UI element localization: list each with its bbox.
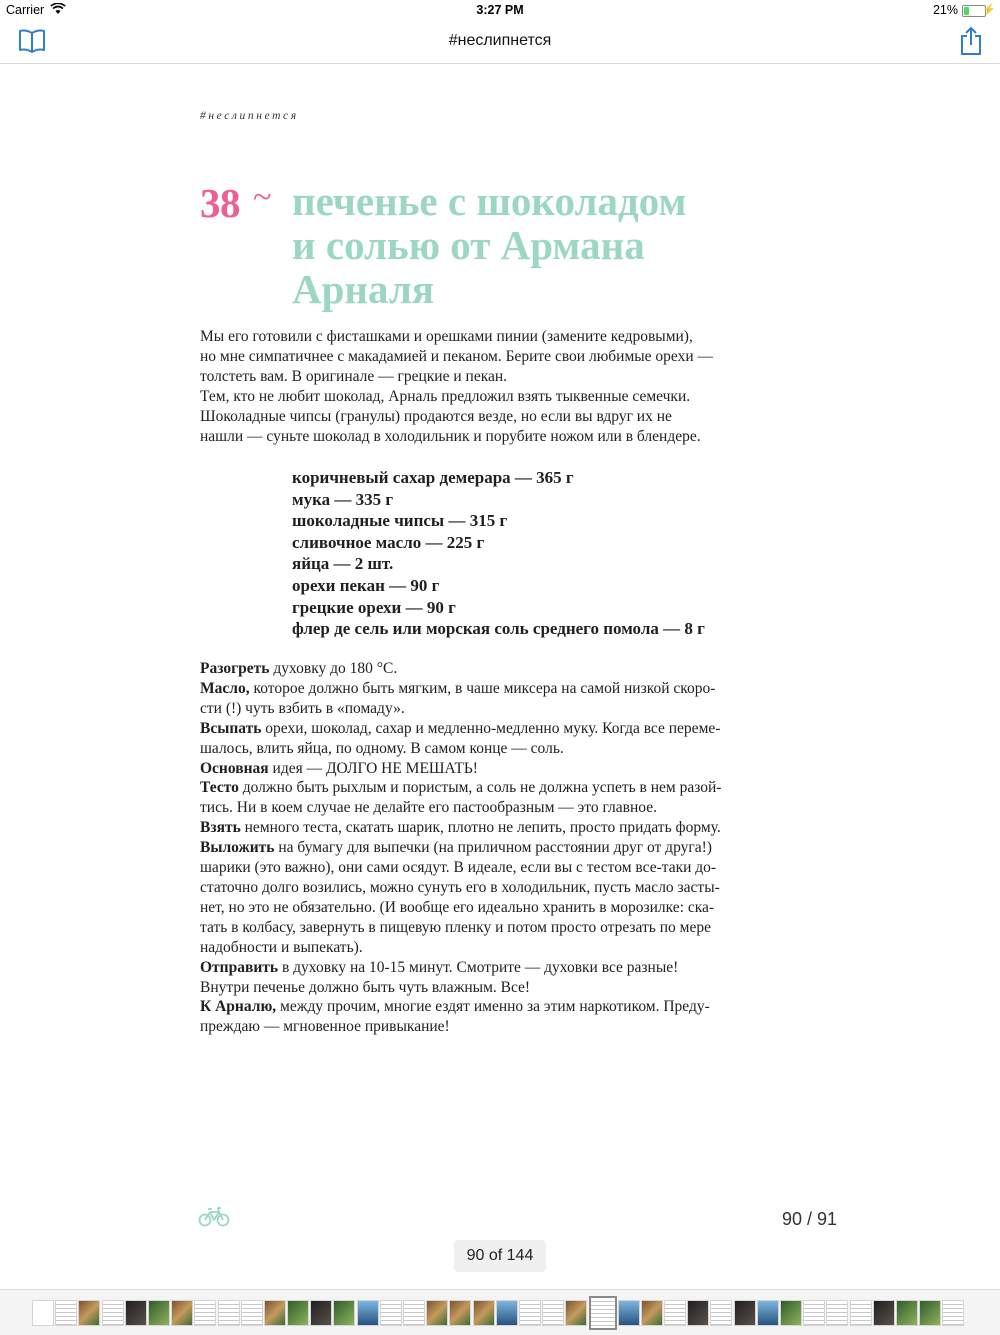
thumbnail[interactable] <box>32 1300 54 1326</box>
thumbnail[interactable] <box>449 1300 471 1326</box>
intro-line: Мы его готовили с фисташками и орешками пинии (замените кедровыми), <box>200 328 693 345</box>
thumbnail-strip[interactable] <box>32 1300 964 1326</box>
thumbnail[interactable] <box>380 1300 402 1326</box>
page-counter: 90 of 144 <box>454 1240 546 1272</box>
step-line <box>200 659 840 679</box>
step-keyword: Выложить <box>200 839 275 857</box>
thumbnail[interactable] <box>241 1300 263 1326</box>
thumbnail[interactable] <box>565 1300 587 1326</box>
charging-icon: ⚡ <box>982 4 996 16</box>
page-kicker: #неслипнется <box>200 110 299 122</box>
battery-fill <box>964 7 969 15</box>
ingredient-item: грецкие орехи — 90 г <box>292 597 456 617</box>
thumbnail[interactable] <box>194 1300 216 1326</box>
thumbnail[interactable] <box>357 1300 379 1326</box>
intro-text <box>200 327 840 447</box>
step-line <box>200 838 840 858</box>
step-line <box>200 739 840 759</box>
thumbnail[interactable] <box>710 1300 732 1326</box>
ingredient-item: яйца — 2 шт. <box>292 554 394 574</box>
battery-percent: 21% <box>932 3 958 17</box>
step-text: духовку до 180 °С. <box>269 660 398 677</box>
intro-line: нашли — суньте шоколад в холодильник и порубите ножом или в блендере. <box>200 428 701 445</box>
thumbnail[interactable] <box>473 1300 495 1326</box>
step-line <box>200 997 840 1017</box>
title-line: и солью от Армана <box>292 222 645 268</box>
nav-bar <box>0 22 1000 64</box>
step-line <box>200 778 840 798</box>
step-text: немного теста, скатать шарик, плотно не лепить, просто придать форму. <box>240 819 721 837</box>
step-line <box>200 719 840 739</box>
step-text: тись. Ни в коем случае не делайте его пастообразным — это главное. <box>200 799 657 817</box>
intro-line: Шоколадные чипсы (гранулы) продаются везде, но если вы вдруг их не <box>200 408 672 425</box>
ingredient-item: флер де сель или морская соль среднего помола — 8 г <box>292 619 705 639</box>
thumbnail[interactable] <box>780 1300 802 1326</box>
title-line: печенье с шоколадом <box>292 178 687 224</box>
step-keyword: Отправить <box>200 958 279 976</box>
thumbnail[interactable] <box>734 1300 756 1326</box>
share-icon[interactable] <box>960 26 982 61</box>
step-text: шалось, влить яйца, по одному. В самом конце — соль. <box>200 739 564 757</box>
ingredient-item: орехи пекан — 90 г <box>292 575 440 595</box>
thumbnail[interactable] <box>403 1300 425 1326</box>
step-line <box>200 798 840 818</box>
step-line <box>200 759 840 779</box>
thumbnail[interactable] <box>873 1300 895 1326</box>
thumbnail[interactable] <box>664 1300 686 1326</box>
thumbnail[interactable] <box>618 1300 640 1326</box>
thumbnail[interactable] <box>896 1300 918 1326</box>
thumbnail[interactable] <box>542 1300 564 1326</box>
ingredients-list <box>292 467 852 640</box>
step-line <box>200 679 840 699</box>
thumbnail[interactable] <box>426 1300 448 1326</box>
step-keyword: К Арналю, <box>200 998 277 1016</box>
intro-line: Тем, кто не любит шоколад, Арналь предложил взять тыквенные семечки. <box>200 388 691 405</box>
ingredient-item: шоколадные чипсы — 315 г <box>292 511 508 531</box>
step-keyword: Взять <box>200 819 241 837</box>
step-line <box>200 978 840 998</box>
thumbnail[interactable] <box>496 1300 518 1326</box>
recipe-number: 38 <box>200 180 240 226</box>
thumbnail[interactable] <box>850 1300 872 1326</box>
thumbnail[interactable] <box>333 1300 355 1326</box>
step-keyword: Всыпать <box>200 719 262 737</box>
step-text: идея — ДОЛГО НЕ МЕШАТЬ! <box>268 759 478 777</box>
step-text: преждаю — мгновенное привыкание! <box>200 1018 450 1036</box>
step-keyword: Масло, <box>200 679 250 697</box>
thumbnail[interactable] <box>264 1300 286 1326</box>
thumbnail[interactable] <box>919 1300 941 1326</box>
thumbnail[interactable] <box>687 1300 709 1326</box>
step-text: должно быть рыхлым и пористым, а соль не должна успеть в нем разой- <box>238 779 722 797</box>
nav-title: #неслипнется <box>448 32 552 49</box>
step-keyword: Тесто <box>200 779 239 797</box>
step-line <box>200 898 840 918</box>
thumbnail-current[interactable] <box>589 1296 617 1330</box>
ingredient-item: мука — 335 г <box>292 489 394 509</box>
step-line <box>200 818 840 838</box>
step-text: орехи, шоколад, сахар и медленно-медленно муку. Когда все переме- <box>261 719 721 737</box>
thumbnail[interactable] <box>78 1300 100 1326</box>
thumbnail[interactable] <box>55 1300 77 1326</box>
step-line <box>200 938 840 958</box>
ingredient-item: коричневый сахар демерара — 365 г <box>292 468 574 487</box>
step-text: шарики (это важно), они сами осядут. В идеале, если вы с тестом все-таки до- <box>200 859 717 877</box>
step-line <box>200 699 840 719</box>
thumbnail[interactable] <box>942 1300 964 1326</box>
recipe-steps <box>200 659 840 1037</box>
ingredient-item: сливочное масло — 225 г <box>292 532 485 552</box>
step-text: на бумагу для выпечки (на приличном расстоянии друг от друга!) <box>274 839 712 857</box>
page-number: 90 / 91 <box>782 1209 838 1229</box>
thumbnail[interactable] <box>310 1300 332 1326</box>
step-text: тать в колбасу, завернуть в пищевую пленку и потом просто отрезать по мере <box>200 918 711 936</box>
thumbnail[interactable] <box>171 1300 193 1326</box>
step-line <box>200 918 840 938</box>
step-line <box>200 878 840 898</box>
status-bar <box>0 0 1000 22</box>
thumbnail[interactable] <box>803 1300 825 1326</box>
step-text: статочно долго возились, можно сунуть его в холодильник, пусть масло засты- <box>200 878 720 896</box>
bicycle-icon <box>198 1207 230 1232</box>
step-text: Внутри печенье должно быть чуть влажным. Все! <box>200 978 531 996</box>
step-keyword: Основная <box>200 759 269 777</box>
thumbnail[interactable] <box>826 1300 848 1326</box>
thumbnail[interactable] <box>148 1300 170 1326</box>
step-text: в духовку на 10-15 минут. Смотрите — духовки все разные! <box>278 958 679 976</box>
step-text: сти (!) чуть взбить в «помаду». <box>200 699 405 717</box>
thumbnail[interactable] <box>102 1300 124 1326</box>
step-keyword: Разогреть <box>200 660 270 677</box>
thumbnail[interactable] <box>125 1300 147 1326</box>
step-text: надобности и выпекать). <box>200 938 363 956</box>
thumbnail[interactable] <box>287 1300 309 1326</box>
thumbnail[interactable] <box>757 1300 779 1326</box>
page-scrubber[interactable] <box>0 1289 1000 1335</box>
recipe-title <box>292 179 852 311</box>
thumbnail[interactable] <box>641 1300 663 1326</box>
step-line <box>200 958 840 978</box>
intro-line: толстеть вам. В оригинале — грецкие и пекан. <box>200 368 508 385</box>
step-line <box>200 1017 840 1037</box>
step-text: между прочим, многие ездят именно за этим наркотиком. Преду- <box>276 998 710 1016</box>
step-text: нет, но это не обязательно. (И вообще его идеально хранить в морозилке: ска- <box>200 898 715 916</box>
thumbnail[interactable] <box>218 1300 240 1326</box>
intro-line: но мне симпатичнее с макадамией и пеканом. Берите свои любимые орехи — <box>200 348 714 365</box>
title-line: Арналя <box>292 266 435 312</box>
carrier-label: Carrier <box>6 3 45 17</box>
recipe-tilde: ~ <box>253 179 272 216</box>
step-text: которое должно быть мягким, в чаше миксера на самой низкой скоро- <box>249 679 716 697</box>
step-line <box>200 858 840 878</box>
clock: 3:27 PM <box>476 3 524 17</box>
thumbnail[interactable] <box>519 1300 541 1326</box>
